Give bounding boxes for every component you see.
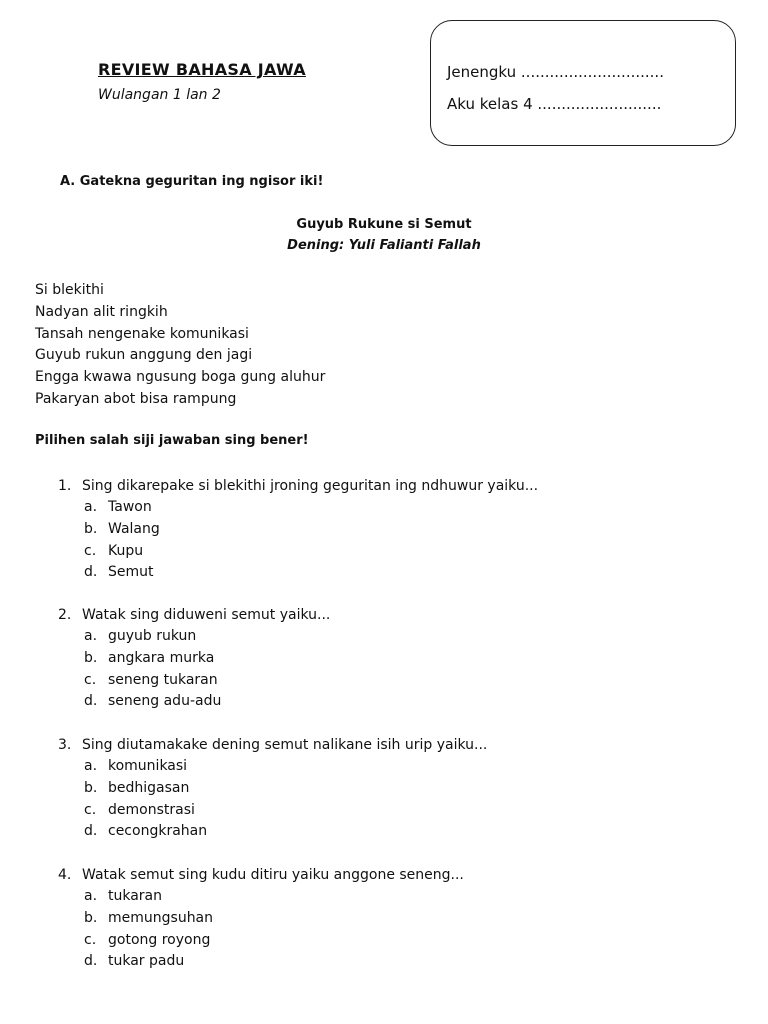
option-text: angkara murka	[108, 649, 215, 666]
option-text: cecongkrahan	[108, 823, 208, 840]
worksheet-title: REVIEW BAHASA JAWA	[98, 60, 306, 79]
option-letter: a.	[84, 888, 98, 904]
option-text: bedhigasan	[108, 779, 190, 796]
question-3	[58, 734, 487, 843]
option-text: Walang	[108, 520, 160, 537]
option-letter: d.	[84, 823, 98, 840]
question-prompt: Sing diutamakake dening semut nalikane isih urip yaiku...	[82, 737, 488, 753]
question-number: 4.	[58, 867, 72, 883]
option-letter: d.	[84, 564, 98, 581]
student-name-line: Jenengku ..............................	[447, 63, 664, 81]
option-text: demonstrasi	[108, 801, 195, 818]
answer-option-c[interactable]	[58, 670, 330, 692]
worksheet-subtitle: Wulangan 1 lan 2	[98, 87, 221, 103]
poem-line: Guyub rukun anggung den jagi	[35, 347, 253, 364]
option-text: tukaran	[108, 888, 163, 904]
option-letter: a.	[84, 499, 98, 515]
answer-option-b[interactable]	[58, 648, 330, 670]
poem-body	[35, 280, 325, 411]
poem-line: Si blekithi	[35, 282, 104, 298]
poem-line: Pakaryan abot bisa rampung	[35, 390, 237, 407]
option-letter: c.	[84, 801, 97, 818]
question-prompt: Watak sing diduweni semut yaiku...	[82, 607, 331, 623]
question-1	[58, 475, 538, 584]
question-2	[58, 604, 330, 713]
answer-option-b[interactable]	[58, 908, 464, 930]
question-prompt: Sing dikarepake si blekithi jroning geguritan ing ndhuwur yaiku...	[82, 478, 539, 494]
option-letter: b.	[84, 520, 98, 537]
answer-option-c[interactable]	[58, 541, 538, 563]
option-text: komunikasi	[108, 758, 188, 774]
student-info-box	[430, 20, 736, 146]
option-letter: c.	[84, 671, 97, 688]
question-number: 2.	[58, 607, 72, 623]
option-text: tukar padu	[108, 953, 185, 970]
option-letter: b.	[84, 909, 98, 926]
answer-option-b[interactable]	[58, 778, 487, 800]
option-letter: c.	[84, 542, 97, 559]
option-letter: c.	[84, 931, 97, 948]
poem-author: Dening: Yuli Falianti Fallah	[287, 238, 481, 253]
question-text	[58, 734, 487, 756]
poem-line: Engga kwawa ngusung boga gung aluhur	[35, 369, 326, 386]
answer-option-d[interactable]	[58, 691, 330, 713]
option-text: guyub rukun	[108, 628, 197, 644]
answer-option-d[interactable]	[58, 821, 487, 843]
question-number: 1.	[58, 478, 72, 494]
option-text: memungsuhan	[108, 909, 214, 926]
poem-line: Tansah nengenake komunikasi	[35, 325, 249, 342]
option-text: gotong royong	[108, 931, 211, 948]
answer-option-a[interactable]	[58, 626, 330, 648]
question-number: 3.	[58, 737, 72, 753]
question-text	[58, 864, 464, 886]
option-text: Tawon	[108, 499, 152, 515]
option-letter: b.	[84, 779, 98, 796]
question-4	[58, 864, 464, 973]
option-letter: a.	[84, 758, 98, 774]
option-text: seneng adu-adu	[108, 693, 222, 710]
question-prompt: Watak semut sing kudu ditiru yaiku anggone seneng...	[82, 867, 464, 883]
option-letter: b.	[84, 649, 98, 666]
answer-option-c[interactable]	[58, 800, 487, 822]
answer-option-a[interactable]	[58, 756, 487, 778]
answer-option-b[interactable]	[58, 519, 538, 541]
instruction-text: Pilihen salah siji jawaban sing bener!	[35, 433, 309, 448]
answer-option-d[interactable]	[58, 951, 464, 973]
option-letter: d.	[84, 693, 98, 710]
option-text: Kupu	[108, 542, 144, 559]
question-text	[58, 604, 330, 626]
option-letter: a.	[84, 628, 98, 644]
question-text	[58, 475, 538, 497]
option-text: seneng tukaran	[108, 671, 218, 688]
section-a-heading: A. Gatekna geguritan ing ngisor iki!	[60, 174, 324, 189]
option-letter: d.	[84, 953, 98, 970]
poem-title: Guyub Rukune si Semut	[296, 217, 472, 232]
answer-option-d[interactable]	[58, 562, 538, 584]
answer-option-a[interactable]	[58, 497, 538, 519]
student-class-line: Aku kelas 4 ..........................	[447, 95, 662, 113]
answer-option-a[interactable]	[58, 886, 464, 908]
answer-option-c[interactable]	[58, 930, 464, 952]
poem-line: Nadyan alit ringkih	[35, 303, 168, 320]
option-text: Semut	[108, 564, 154, 581]
